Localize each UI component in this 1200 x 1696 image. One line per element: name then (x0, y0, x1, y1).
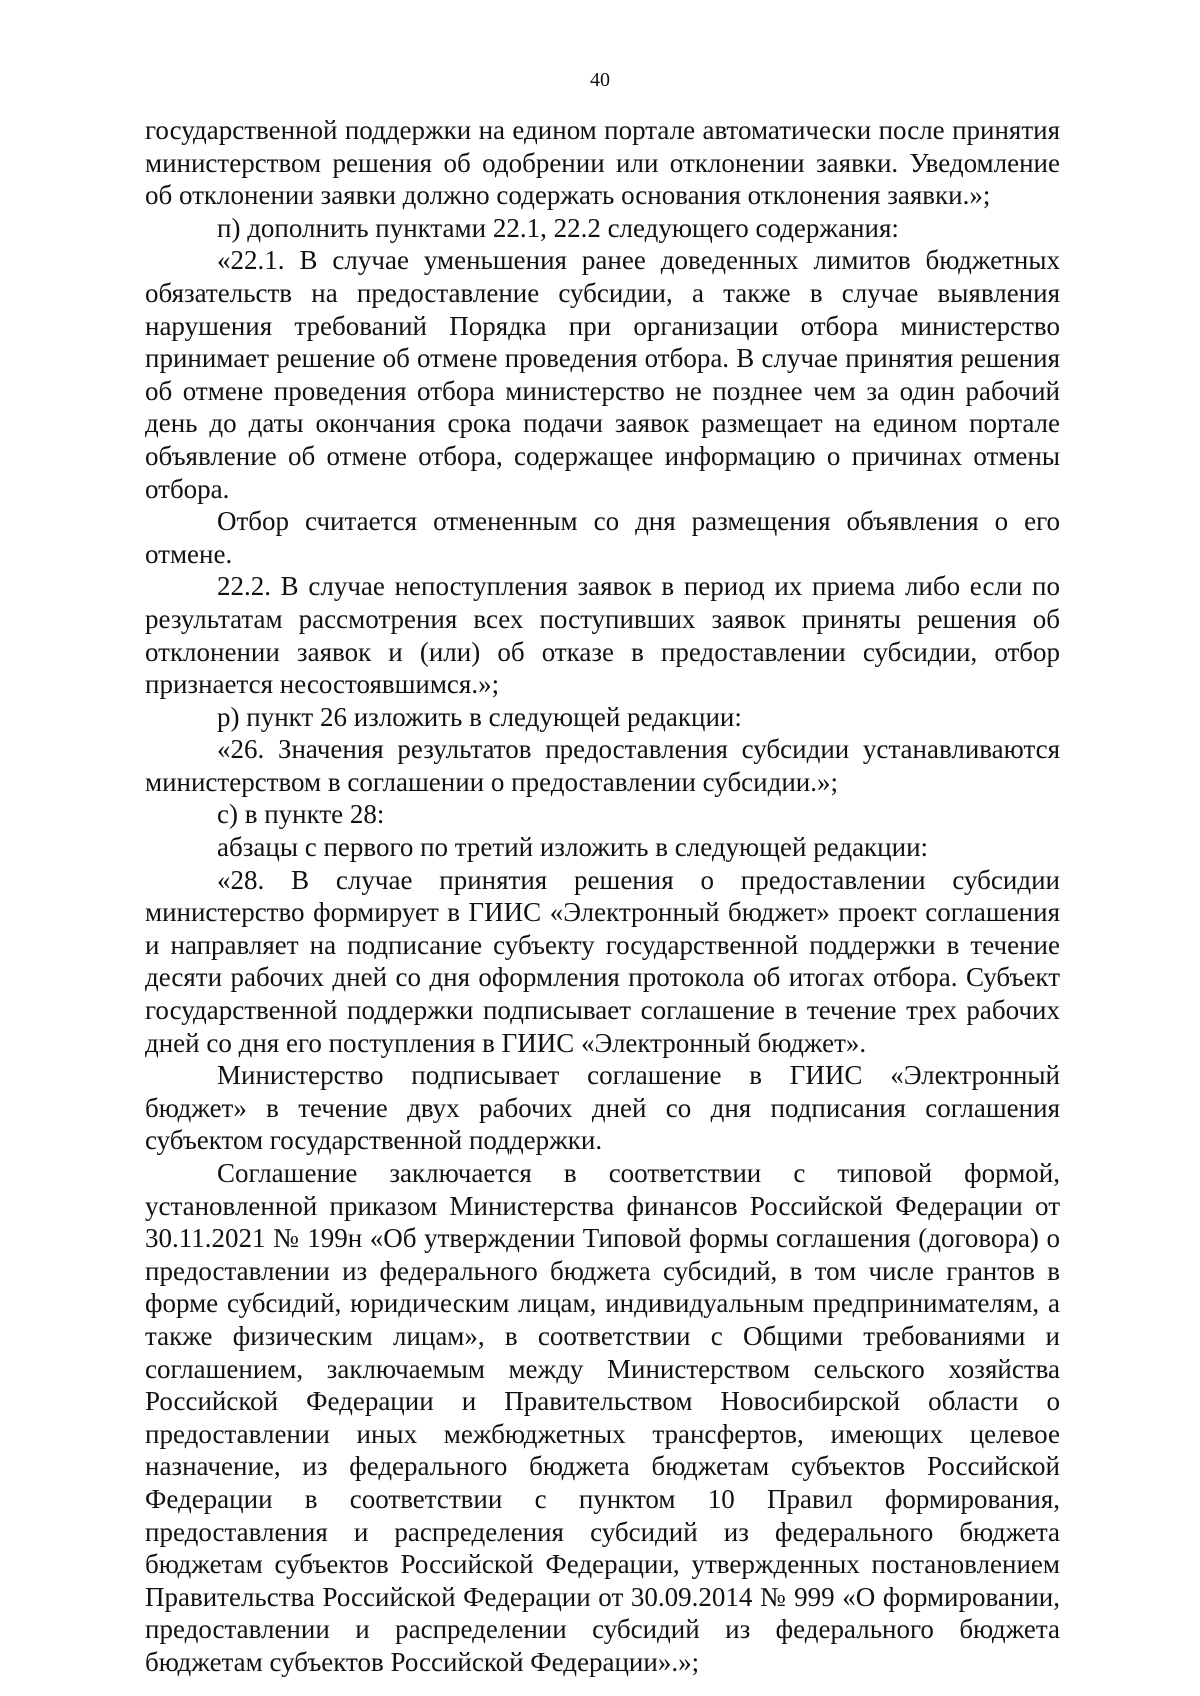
paragraph-item-p: п) дополнить пунктами 22.1, 22.2 следующего содержания: (217, 212, 899, 243)
paragraph-continuation: государственной поддержки на едином портале автоматически после принятия министерством решения об одобрении или отклонении заявки. Уведомление об отклонении заявки должно содержать основания отклонения заявки.»; (145, 115, 1060, 211)
paragraph-clause-22-1: «22.1. В случае уменьшения ранее доведенных лимитов бюджетных обязательств на предоставление субсидии, а также в случае выявления нарушения требований Порядка при организации отбора министерство принимает решение об отмене проведения отбора. В случае принятия решения об отмене проведения отбора министерство не позднее чем за один рабочий день до даты окончания срока подачи заявок размещает на едином портале объявление об отмене отбора, содержащее информацию о причинах отмены отбора. (145, 245, 1060, 504)
paragraph-clause-22-2: 22.2. В случае непоступления заявок в период их приема либо если по результатам рассмотрения всех поступивших заявок приняты решения об отклонении заявок и (или) об отказе в предоставлении субсидии, отбор признается несостоявшимся.»; (145, 571, 1060, 700)
paragraph-ministry-signs: Министерство подписывает соглашение в ГИИС «Электронный бюджет» в течение двух рабочих дней со дня подписания соглашения субъектом государственной поддержки. (145, 1060, 1060, 1156)
page-number: 40 (590, 69, 610, 91)
paragraph-clause-28: «28. В случае принятия решения о предоставлении субсидии министерство формирует в ГИИС «Электронный бюджет» проект соглашения и направляет на подписание субъекту государственной поддержки в течение десяти рабочих дней со дня оформления протокола об итогах отбора. Субъект государственной поддержки подписывает соглашение в течение трех рабочих дней со дня его поступления в ГИИС «Электронный бюджет». (145, 864, 1060, 1058)
paragraph-item-r: р) пункт 26 изложить в следующей редакции: (217, 701, 742, 732)
document-body (145, 114, 1060, 1679)
paragraph-agreement-form: Соглашение заключается в соответствии с типовой формой, установленной приказом Министерства финансов Российской Федерации от 30.11.2021 № 199н «Об утверждении Типовой формы соглашения (договора) о предоставлении из федерального бюджета субсидий, в том числе грантов в форме субсидий, юридическим лицам, индивидуальным предпринимателям, а также физическим лицам», в соответствии с Общими требованиями и соглашением, заключаемым между Министерством сельского хозяйства Российской Федерации и Правительством Новосибирской области о предоставлении иных межбюджетных трансфертов, имеющих целевое назначение, из федерального бюджета бюджетам субъектов Российской Федерации в соответствии с пунктом 10 Правил формирования, предоставления и распределения субсидий из федерального бюджета бюджетам субъектов Российской Федерации, утвержденных постановлением Правительства Российской Федерации от 30.09.2014 № 999 «О формировании, предоставлении и распределении субсидий из федерального бюджета бюджетам субъектов Российской Федерации».»; (145, 1158, 1060, 1677)
paragraph-abzatsy: абзацы с первого по третий изложить в следующей редакции: (217, 832, 929, 863)
paragraph-item-s: с) в пункте 28: (217, 799, 385, 830)
paragraph-selection-cancelled: Отбор считается отмененным со дня размещения объявления о его отмене. (145, 506, 1060, 569)
paragraph-clause-26: «26. Значения результатов предоставления субсидии устанавливаются министерством в соглашении о предоставлении субсидии.»; (145, 734, 1060, 797)
